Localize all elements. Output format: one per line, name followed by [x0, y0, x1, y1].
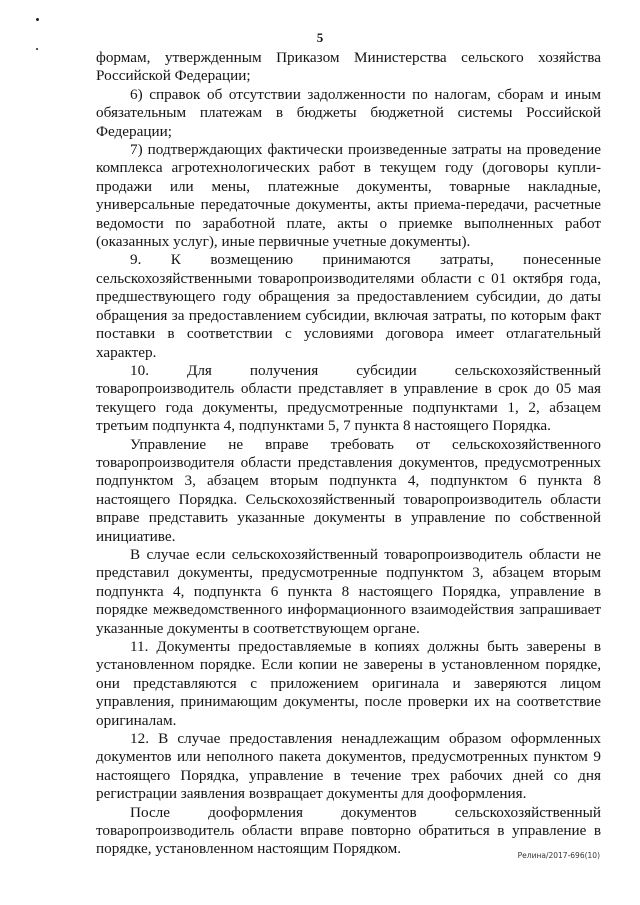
scan-dot-mark — [36, 18, 39, 21]
document-body — [96, 49, 601, 859]
paragraph-resubmission: После дооформления документов сельскохозяйственный товаропроизводитель области вправе повторно обратиться в управление в порядке, установленном настоящим Порядком. — [96, 803, 601, 858]
paragraph-interagency-request: В случае если сельскохозяйственный товаропроизводитель области не представил документы, предусмотренные подпунктом 3, абзацем вторым подпункта 4, подпункта 6 пункта 8 настоящего Порядка, управление в порядке межведомственного информационного взаимодействия запрашивает указанные документы в соответствующем органе. — [96, 545, 601, 637]
paragraph-management-rights: Управление не вправе требовать от сельскохозяйственного товаропроизводителя области представления документов, предусмотренных подпунктом 3, абзацем вторым подпункта 4, подпунктом 6 пункта 8 настоящего Порядка. Сельскохозяйственный товаропроизводитель области вправе представить указанные документы в управление по собственной инициативе. — [96, 435, 601, 545]
page-number: 5 — [316, 30, 324, 45]
paragraph-clause-11: 11. Документы предоставляемые в копиях должны быть заверены в установленном порядке. Если копии не заверены в установленном порядке, они представляются с приложением оригинала и заверяются лицом управления, принимающим документы, после проверки их на соответствие оригиналам. — [96, 638, 601, 729]
paragraph-continuation: формам, утвержденным Приказом Министерства сельского хозяйства Российской Федерации; — [96, 49, 601, 85]
paragraph-item-7: 7) подтверждающих фактически произведенные затраты на проведение комплекса агротехнологических работ в текущем году (договоры купли-продажи или мены, платежные документы, товарные накладные, универсальные передаточные документы, акты приема-передачи, расчетные ведомости по заработной плате, акты о приемке выполненных работ (оказанных услуг), иные первичные учетные документы). — [96, 141, 601, 251]
paragraph-clause-10: 10. Для получения субсидии сельскохозяйственный товаропроизводитель области представляет в управление в срок до 05 мая текущего года документы, предусмотренные подпунктами 1, 2, абзацем третьим подпункта 4, подпунктами 5, 7 пункта 8 настоящего Порядка. — [96, 361, 601, 435]
scan-dot-mark-small — [36, 48, 38, 50]
paragraph-clause-12: 12. В случае предоставления ненадлежащим образом оформленных документов или неполного пакета документов, предусмотренных пунктом 9 настоящего Порядка, управление в течение трех рабочих дней со дня регистрации заявления возвращает документы для дооформления. — [96, 730, 601, 803]
document-code: Релина/2017-696(10) — [517, 851, 600, 860]
paragraph-item-6: 6) справок об отсутствии задолженности по налогам, сборам и иным обязательным платежам в бюджеты бюджетной системы Российской Федерации; — [96, 85, 601, 140]
paragraph-clause-9: 9. К возмещению принимаются затраты, понесенные сельскохозяйственными товаропроизводителями области с 01 октября года, предшествующего году обращения за предоставлением субсидии, до даты обращения за предоставлением субсидии, включая затраты, по которым факт поставки в соответствии с условиями договора имеет отлагательный характер. — [96, 251, 601, 361]
